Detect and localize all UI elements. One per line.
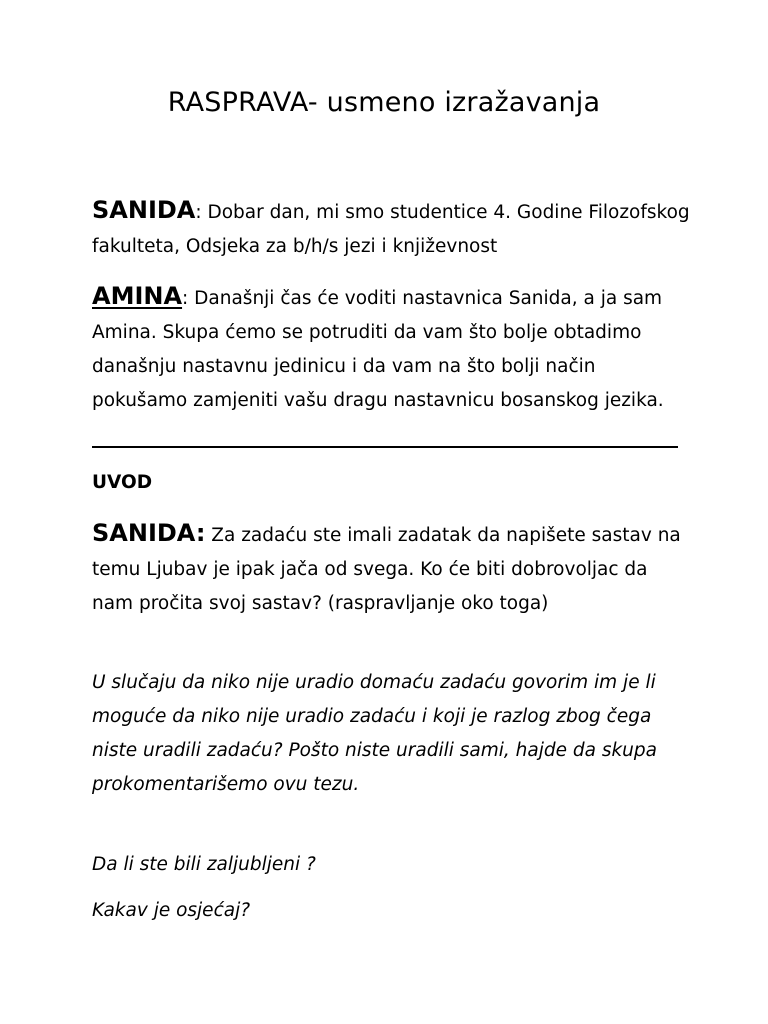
- uvod-sanida-text: Za zadaću ste imali zadatak da napišete sastav na temu Ljubav je ipak jača od svega. Ko će biti dobrovoljac da nam pročita svoj sastav? (raspravljanje oko toga): [92, 525, 681, 614]
- intro-amina-paragraph: [92, 279, 692, 418]
- speaker-name-sanida-uvod: SANIDA:: [92, 519, 206, 547]
- question-zaljubljeni: Da li ste bili zaljubljeni ?: [92, 854, 316, 875]
- section-heading-uvod: UVOD: [92, 472, 153, 493]
- intro-sanida-paragraph: [92, 193, 692, 264]
- speaker-name-amina: AMINA: [92, 282, 183, 310]
- horizontal-rule: [92, 446, 678, 448]
- document-title: RASPRAVA- usmeno izražavanja: [167, 87, 601, 118]
- intro-amina-text: : Današnji čas će voditi nastavnica Sanida, a ja sam Amina. Skupa ćemo se potruditi da vam što bolje obtadimo današnju nastavnu jedinicu i da vam na što bolji način pokušamo zamjeniti vašu dragu nastavnicu bosanskog jezika.: [92, 288, 664, 411]
- intro-sanida-text: : Dobar dan, mi smo studentice 4. Godine Filozofskog fakulteta, Odsjeka za b/h/s jezi i književnost: [92, 202, 690, 257]
- speaker-name-sanida: SANIDA: [92, 196, 196, 224]
- italic-instruction-paragraph: U slučaju da niko nije uradio domaću zadaću govorim im je li moguće da niko nije uradio zadaću i koji je razlog zbog čega niste uradili zadaću? Pošto niste uradili sami, hajde da skupa prokomentarišemo ovu tezu.: [92, 672, 657, 795]
- uvod-sanida-paragraph: [92, 516, 692, 621]
- question-osjecaj: Kakav je osjećaj?: [92, 900, 251, 921]
